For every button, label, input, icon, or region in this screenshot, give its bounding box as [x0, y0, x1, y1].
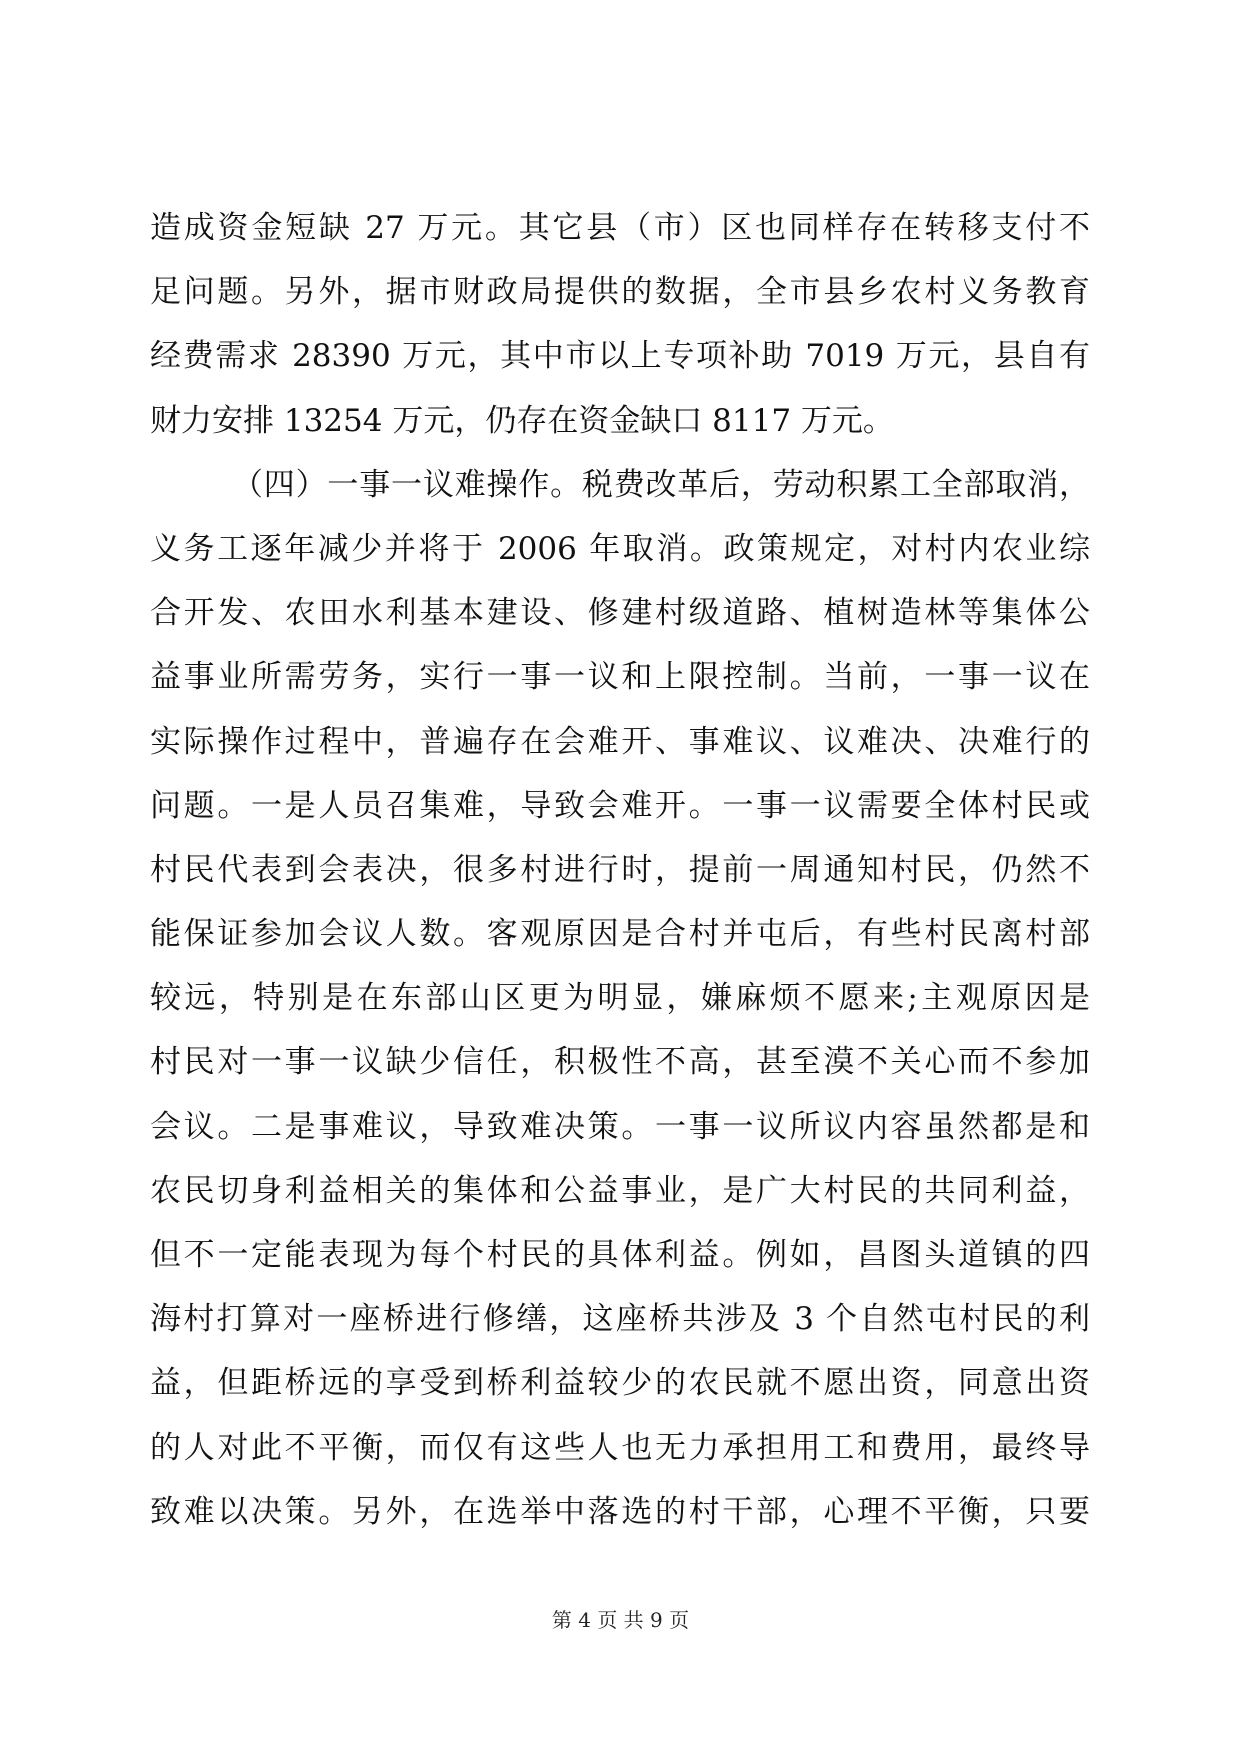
text-line: 较远，特别是在东部山区更为明显，嫌麻烦不愿来;主观原因是 — [150, 980, 1090, 1017]
text-line: 足问题。另外，据市财政局提供的数据，全市县乡农村义务教育 — [150, 274, 1090, 311]
text-line: 但不一定能表现为每个村民的具体利益。例如，昌图头道镇的四 — [150, 1237, 1090, 1273]
text-line: 财力安排 13254 万元，仍存在资金缺口 8117 万元。 — [150, 402, 894, 439]
text-line: 合开发、农田水利基本建设、修建村级道路、植树造林等集体公 — [150, 595, 1090, 632]
body-text — [150, 196, 1090, 1544]
text-line: （四）一事一议难操作。税费改革后，劳动积累工全部取消， — [232, 466, 1090, 503]
text-line: 经费需求 28390 万元，其中市以上专项补助 7019 万元，县自有 — [150, 338, 1090, 375]
text-line: 益事业所需劳务，实行一事一议和上限控制。当前，一事一议在 — [150, 659, 1090, 696]
text-line: 造成资金短缺 27 万元。其它县（市）区也同样存在转移支付不 — [150, 210, 1090, 246]
text-line: 会议。二是事难议，导致难决策。一事一议所议内容虽然都是和 — [150, 1108, 1090, 1145]
text-line: 实际操作过程中，普遍存在会难开、事难议、议难决、决难行的 — [150, 723, 1090, 760]
text-line: 义务工逐年减少并将于 2006 年取消。政策规定，对村内农业综 — [150, 530, 1090, 567]
text-line: 村民对一事一议缺少信任，积极性不高，甚至漠不关心而不参加 — [150, 1044, 1090, 1081]
text-line: 村民代表到会表决，很多村进行时，提前一周通知村民，仍然不 — [150, 851, 1090, 888]
text-line: 能保证参加会议人数。客观原因是合村并屯后，有些村民离村部 — [150, 916, 1090, 953]
text-line: 益，但距桥远的享受到桥利益较少的农民就不愿出资，同意出资 — [150, 1365, 1090, 1402]
text-line: 农民切身利益相关的集体和公益事业，是广大村民的共同利益， — [150, 1172, 1090, 1209]
text-line: 问题。一是人员召集难，导致会难开。一事一议需要全体村民或 — [150, 787, 1090, 824]
text-line: 致难以决策。另外，在选举中落选的村干部，心理不平衡，只要 — [150, 1493, 1090, 1530]
page-number-footer: 第 4 页 共 9 页 — [551, 1608, 690, 1632]
text-line: 海村打算对一座桥进行修缮，这座桥共涉及 3 个自然屯村民的利 — [150, 1301, 1090, 1338]
text-line: 的人对此不平衡，而仅有这些人也无力承担用工和费用，最终导 — [150, 1429, 1090, 1466]
